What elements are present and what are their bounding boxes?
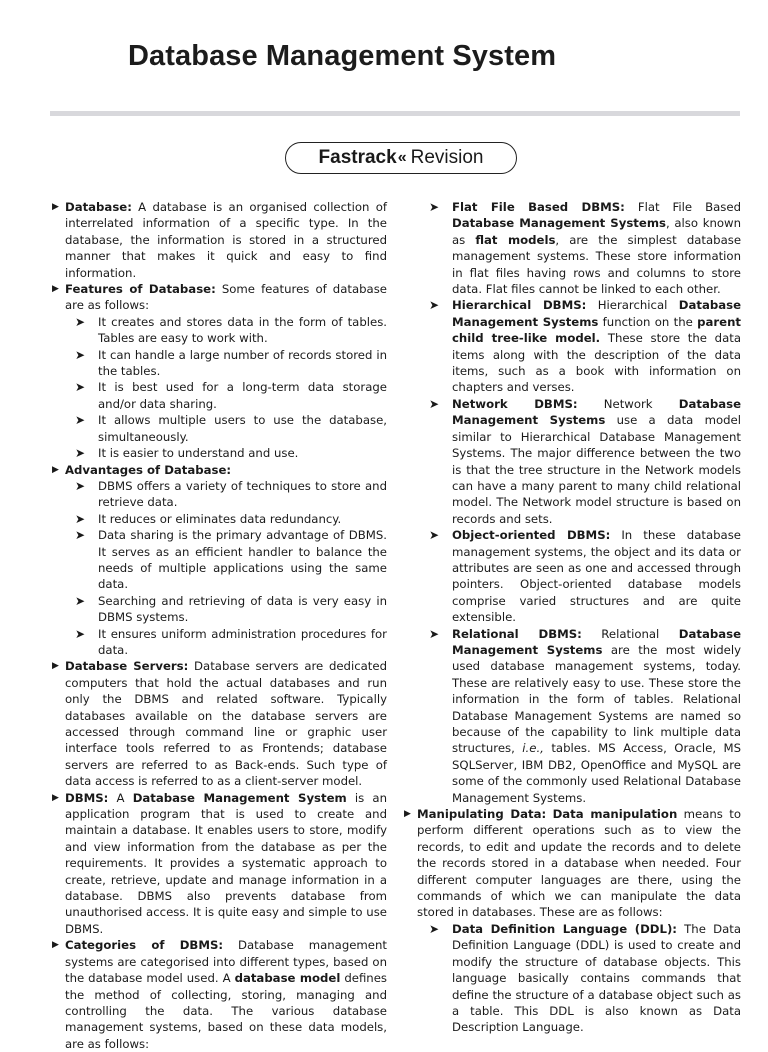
arrow-bullet-icon: ➤ [429, 298, 440, 313]
right-column [402, 199, 741, 1036]
bullet-icon: ▶ [52, 284, 59, 295]
sub-list-item: ➤ Network DBMS: Network Database Management Systems use a data model similar to Hierarchical Database Management Systems. The major difference between the two is that the tree structure in the Network models can have a many parent to many child relational model. The Network model structure is based on records and sets. [429, 396, 741, 526]
features-sublist [50, 314, 387, 462]
arrow-bullet-icon: ➤ [75, 593, 86, 608]
arrow-bullet-icon: ➤ [429, 921, 440, 936]
bullet-icon: ▶ [52, 792, 59, 803]
fastrack-revision-banner [285, 142, 517, 174]
arrow-bullet-icon: ➤ [429, 396, 440, 411]
sub-list-item: ➤ It reduces or eliminates data redundancy. [75, 511, 342, 526]
sub-list-item: ➤ It creates and stores data in the form of tables. Tables are easy to work with. [75, 314, 387, 346]
list-item: ▶ Categories of DBMS: Database management systems are categorised into different types, based on the database model used. A database model defines the method of collecting, storing, managing and controlling the data. The various database management systems, based on these data models, are as follows: [52, 938, 387, 1051]
arrow-bullet-icon: ➤ [75, 347, 86, 362]
bullet-icon: ▶ [404, 809, 411, 820]
left-column [50, 199, 387, 1052]
advantages-sublist [50, 478, 387, 658]
bullet-icon: ▶ [52, 202, 59, 212]
sub-list-item: ➤ DBMS offers a variety of techniques to store and retrieve data. [75, 478, 387, 510]
bullet-icon: ▶ [52, 464, 59, 475]
arrow-bullet-icon: ➤ [429, 528, 440, 543]
sub-list-item: ➤ It ensures uniform administration procedures for data. [75, 626, 387, 657]
sub-list-item: ➤ It allows multiple users to use the database, simultaneously. [75, 413, 387, 444]
bullet-icon: ▶ [52, 661, 59, 672]
list-item: ▶ Advantages of Database: [52, 462, 232, 477]
arrow-bullet-icon: ➤ [75, 413, 86, 428]
sub-list-item: ➤ Flat File Based DBMS: Flat File Based Database Management Systems, also known as flat models, are the simplest database management systems. These store information in flat files having rows and columns to store data. Flat files cannot be linked to each other. [429, 200, 742, 297]
arrow-bullet-icon: ➤ [429, 626, 440, 641]
arrow-bullet-icon: ➤ [75, 314, 86, 329]
sub-list-item: ➤ It is easier to understand and use. [75, 446, 299, 461]
sub-list-item: ➤ Searching and retrieving of data is very easy in DBMS systems. [75, 593, 387, 625]
languages-sublist [402, 921, 741, 1036]
dbms-categories-sublist [402, 199, 741, 806]
sub-list-item: ➤ Data sharing is the primary advantage of DBMS. It serves as an efficient handler to balance the needs of multiple applications using the same data. [75, 528, 387, 592]
list-item: ▶ DBMS: A Database Management System is an application program that is used to create and maintain a database. It enables users to store, modify and view information from the database as per the requirements. It provides a systematic approach to create, retrieve, update and manage information in a database. DBMS also prevents database from unauthorised access. It is quite easy and simple to use DBMS. [52, 790, 387, 936]
arrow-bullet-icon: ➤ [75, 528, 86, 543]
brand-chevron-icon: « [397, 149, 407, 166]
arrow-bullet-icon: ➤ [75, 446, 86, 461]
bullet-icon: ▶ [52, 940, 59, 951]
arrow-bullet-icon: ➤ [75, 380, 86, 395]
page-title: Database Management System [128, 40, 557, 72]
title-divider [50, 111, 740, 116]
sub-list-item: ➤ Relational DBMS: Relational Database Management Systems are the most widely used database management systems, today. These are relatively easy to use. These store the information in the form of tables. Relational Database Management Systems are named so because of the capability to link multiple data structures, i.e., tables. MS Access, Oracle, MS SQLServer, IBM DB2, OpenOffice and MySQL are some of the commonly used Relational Database Management Systems. [429, 626, 741, 805]
arrow-bullet-icon: ➤ [75, 626, 86, 641]
banner-word: Revision [410, 147, 484, 168]
sub-list-item: ➤ It can handle a large number of records stored in the tables. [75, 347, 387, 379]
banner-brand: Fastrack [318, 147, 397, 168]
list-item: ▶ Database Servers: Database servers are dedicated computers that hold the actual databases and run only the DBMS and related software. Typically databases available on the database servers are accessed through command line or graphic user interface tools referred to as Frontends; database servers are referred to as Back-ends. Such type of data access is referred to as a client-server model. [52, 659, 387, 789]
arrow-bullet-icon: ➤ [75, 511, 86, 526]
sub-list-item: ➤ Data Definition Language (DDL): The Data Definition Language (DDL) is used to create and modify the structure of database objects. This language basically contains commands that define the structure of a database object such as a table. This DDL is also known as Data Description Language. [429, 921, 742, 1035]
sub-list-item: ➤ It is best used for a long-term data storage and/or data sharing. [75, 380, 387, 411]
list-item: ▶ Features of Database: Some features of database are as follows: [52, 282, 387, 313]
list-item: ▶ Database: A database is an organised collection of interrelated information of a specific type. In the database, the information is stored in a structured manner that makes it quick and easy to find information. [52, 200, 387, 280]
sub-list-item: ➤ Hierarchical DBMS: Hierarchical Database Management Systems function on the parent child tree-like model. These store the data items along with the description of the data items, such as a book with information on chapters and verses. [429, 298, 741, 395]
list-item: ▶ Manipulating Data: Data manipulation means to perform different operations such as to view the records, to edit and update the records and to delete the records stored in a database when needed. Four different computer languages are there, using the commands of which we can manipulate the data stored in databases. These are as follows: [404, 807, 742, 920]
sub-list-item: ➤ Object-oriented DBMS: In these database management systems, the object and its data or attributes are seen as one and accessed through pointers. Object-oriented database models comprise varied structures and are quite extensible. [429, 528, 741, 625]
arrow-bullet-icon: ➤ [429, 200, 440, 214]
arrow-bullet-icon: ➤ [75, 478, 86, 493]
